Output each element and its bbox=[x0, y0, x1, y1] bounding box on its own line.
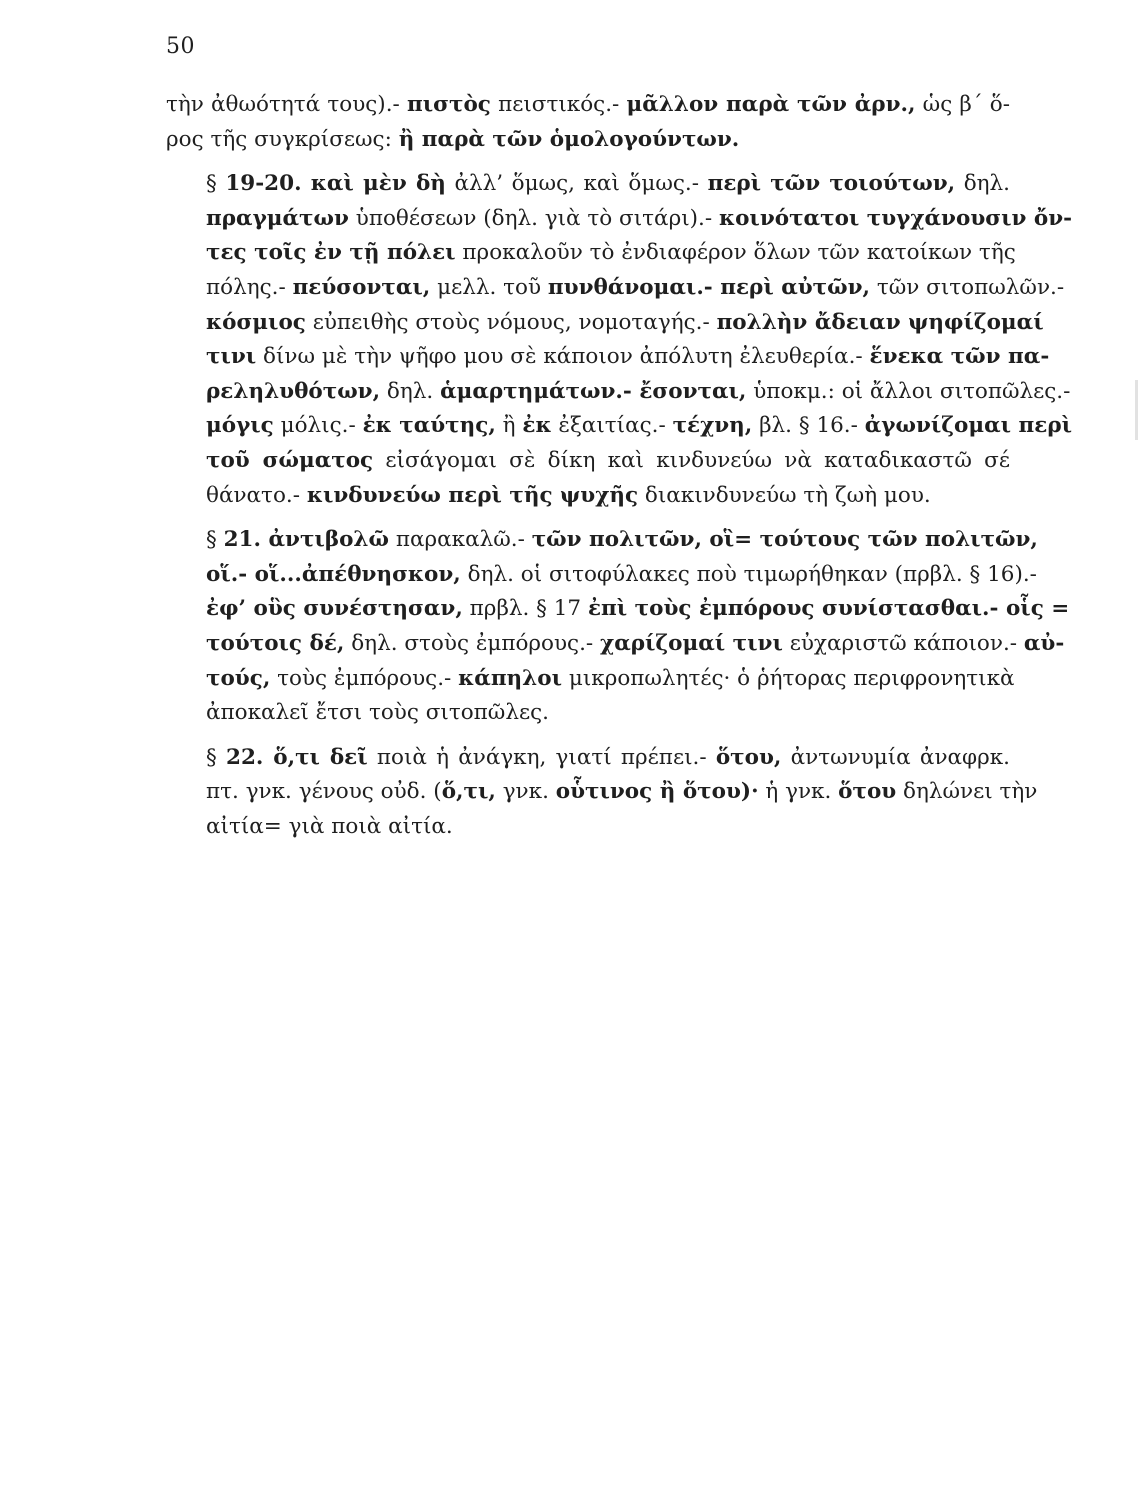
lemma-bold: ἕνεκα τῶν πα- bbox=[869, 344, 1050, 370]
gloss-text: ποιὰ ἡ ἀνάγκη, γιατί πρέπει.- bbox=[367, 744, 716, 770]
gloss-text: ἢ bbox=[495, 413, 523, 439]
gloss-text: διακινδυνεύω τὴ ζωὴ μου. bbox=[638, 482, 931, 508]
text-line bbox=[166, 523, 1038, 558]
gloss-text: § bbox=[206, 527, 224, 553]
lemma-bold: τες τοῖς ἐν τῇ πόλει bbox=[206, 240, 456, 266]
gloss-text: ὑποκμ.: οἱ ἄλλοι σιτοπῶλες.- bbox=[746, 378, 1071, 404]
lemma-bold: 22. ὅ,τι δεῖ bbox=[225, 744, 368, 770]
lemma-bold: ἐφ’ οὓς συνέστησαν, bbox=[206, 596, 463, 622]
lemma-bold: ἀγωνίζομαι περὶ bbox=[864, 413, 1073, 439]
lemma-bold: ἁμαρτημάτων.- ἔσονται, bbox=[440, 378, 747, 404]
gloss-text: μόλις.- bbox=[273, 413, 363, 439]
text-line bbox=[166, 409, 1073, 444]
text-line bbox=[166, 236, 1016, 271]
gloss-text: τῶν σιτοπωλῶν.- bbox=[870, 274, 1065, 300]
text-line bbox=[166, 696, 1010, 731]
gloss-text: ὡς β΄ ὅ- bbox=[915, 92, 1011, 117]
lemma-bold: ὅτου, bbox=[715, 744, 782, 770]
lemma-bold: τούς, bbox=[206, 665, 271, 691]
lemma-bold: πιστὸς bbox=[407, 92, 491, 117]
gloss-text: μικροπωλητές· ὁ ῥήτορας περιφρονητικὰ bbox=[562, 665, 1015, 691]
lemma-bold: μόγις bbox=[206, 413, 274, 439]
text-line bbox=[166, 810, 1010, 845]
gloss-text: εἰσάγομαι σὲ δίκη καὶ κινδυνεύω νὰ καταδικαστῶ σέ bbox=[373, 447, 1010, 473]
text-line bbox=[166, 444, 1010, 479]
lemma-bold: τέχνη, bbox=[672, 413, 753, 439]
text-line bbox=[166, 306, 1044, 341]
lemma-bold: τοῦ σώματος bbox=[206, 447, 374, 473]
gloss-text: μελλ. τοῦ bbox=[430, 274, 548, 300]
lemma-bold: τινι bbox=[206, 344, 257, 370]
gloss-text: τοὺς ἐμπόρους.- bbox=[270, 665, 459, 691]
text-line bbox=[166, 123, 1010, 158]
text-line bbox=[166, 375, 1071, 410]
lemma-bold: κάπηλοι bbox=[458, 665, 563, 691]
lemma-bold: περὶ τῶν τοιούτων, bbox=[707, 171, 956, 197]
gloss-text: πειστικός.- bbox=[490, 92, 627, 117]
text-line bbox=[166, 340, 1050, 375]
lemma-bold: ἐπὶ τοὺς ἐμπόρους συνίστασθαι.- οἷς = bbox=[587, 596, 1070, 622]
paragraph-p1 bbox=[166, 88, 1010, 157]
gloss-text: ὑποθέσεων (δηλ. γιὰ τὸ σιτάρι).- bbox=[348, 205, 719, 231]
lemma-bold: ρεληλυθότων, bbox=[206, 378, 381, 404]
gloss-text: δηλώνει τὴν bbox=[896, 779, 1038, 805]
lemma-bold: ἐκ ταύτης, bbox=[362, 413, 496, 439]
gloss-text: § bbox=[206, 744, 226, 770]
lemma-bold: κοινότατοι τυγχάνουσιν ὄν- bbox=[718, 205, 1073, 231]
lemma-bold: κινδυνεύω περὶ τῆς ψυχῆς bbox=[306, 482, 639, 508]
lemma-bold: ὅ,τι, bbox=[441, 779, 496, 805]
text-line bbox=[166, 662, 1015, 697]
gloss-text: πόλης.- bbox=[206, 274, 293, 300]
lemma-bold: πεύσονται, bbox=[292, 274, 431, 300]
text-line bbox=[166, 558, 1037, 593]
lemma-bold: χαρίζομαί τινι bbox=[600, 630, 783, 656]
gloss-text: παρακαλῶ.- bbox=[388, 527, 532, 553]
text-line bbox=[166, 202, 1073, 237]
text-line bbox=[166, 271, 1065, 306]
gloss-text: δηλ. bbox=[955, 171, 1010, 197]
lemma-bold: πυνθάνομαι.- περὶ αὐτῶν, bbox=[547, 274, 871, 300]
lemma-bold: πραγμάτων bbox=[206, 205, 349, 231]
lemma-bold: 21. ἀντιβολῶ bbox=[223, 527, 389, 553]
lemma-bold: ὅτου bbox=[838, 779, 897, 805]
gloss-text: ἐξαιτίας.- bbox=[551, 413, 673, 439]
gloss-text: ἀντωνυμία ἀναφρκ. bbox=[781, 744, 1011, 770]
gloss-text: ἡ γνκ. bbox=[758, 779, 839, 805]
lemma-bold: μᾶλλον παρὰ τῶν ἀρν., bbox=[626, 92, 916, 117]
gloss-text: θάνατο.- bbox=[206, 482, 307, 508]
lemma-bold: 19-20. καὶ μὲν δὴ bbox=[225, 171, 446, 197]
gloss-text: ἀποκαλεῖ ἔτσι τοὺς σιτοπῶλες. bbox=[206, 700, 549, 726]
gloss-text: τὴν ἀθωότητά τους).- bbox=[166, 92, 407, 117]
lemma-bold: κόσμιος bbox=[206, 309, 306, 335]
gloss-text: αἰτία= γιὰ ποιὰ αἰτία. bbox=[206, 813, 453, 839]
paragraph-p3 bbox=[166, 523, 1070, 731]
gloss-text: δηλ. οἱ σιτοφύλακες ποὺ τιμωρήθηκαν (πρβλ. § 16).- bbox=[460, 561, 1037, 587]
gloss-text: § bbox=[206, 171, 226, 197]
text-line bbox=[166, 167, 1010, 202]
text-line bbox=[166, 592, 1070, 627]
gloss-text: δηλ. bbox=[380, 378, 441, 404]
gloss-text: εὐχαριστῶ κάποιον.- bbox=[782, 630, 1024, 656]
gloss-text: προκαλοῦν τὸ ἐνδιαφέρον ὅλων τῶν κατοίκων τῆς bbox=[455, 240, 1016, 266]
lemma-bold: αὐ- bbox=[1023, 630, 1065, 656]
lemma-bold: τῶν πολιτῶν, οἳ= τούτους τῶν πολιτῶν, bbox=[531, 527, 1038, 553]
page-number: 50 bbox=[166, 34, 195, 59]
text-line bbox=[166, 741, 1010, 776]
gloss-text: γνκ. bbox=[495, 779, 556, 805]
paragraph-p4 bbox=[166, 741, 1038, 845]
lemma-bold: τούτοις δέ, bbox=[206, 630, 345, 656]
gloss-text: πτ. γνκ. γένους οὐδ. ( bbox=[206, 779, 442, 805]
lemma-bold: οὗτινος ἢ ὅτου)· bbox=[555, 779, 759, 805]
gloss-text: δίνω μὲ τὴν ψῆφο μου σὲ κάποιον ἀπόλυτη ἐλευθερία.- bbox=[256, 344, 870, 370]
gloss-text: ἀλλ’ ὅμως, καὶ ὅμως.- bbox=[445, 171, 708, 197]
gloss-text: εὐπειθὴς στοὺς νόμους, νομοταγής.- bbox=[305, 309, 717, 335]
paragraph-p2 bbox=[166, 167, 1073, 513]
lemma-bold: οἵ.- οἵ...ἀπέθνησκον, bbox=[206, 561, 461, 587]
commentary-text bbox=[166, 88, 1073, 844]
gloss-text: δηλ. στοὺς ἐμπόρους.- bbox=[344, 630, 601, 656]
gloss-text: πρβλ. § 17 bbox=[462, 596, 588, 622]
text-line bbox=[166, 88, 1010, 123]
gloss-text: ρος τῆς συγκρίσεως: bbox=[166, 126, 399, 152]
lemma-bold: ἐκ bbox=[522, 413, 552, 439]
lemma-bold: ἢ παρὰ τῶν ὁμολογούντων. bbox=[398, 126, 740, 152]
lemma-bold: πολλὴν ἄδειαν ψηφίζομαί bbox=[716, 309, 1044, 335]
gloss-text: βλ. § 16.- bbox=[752, 413, 865, 439]
text-line bbox=[166, 775, 1038, 810]
text-line bbox=[166, 479, 1010, 514]
text-line bbox=[166, 627, 1065, 662]
